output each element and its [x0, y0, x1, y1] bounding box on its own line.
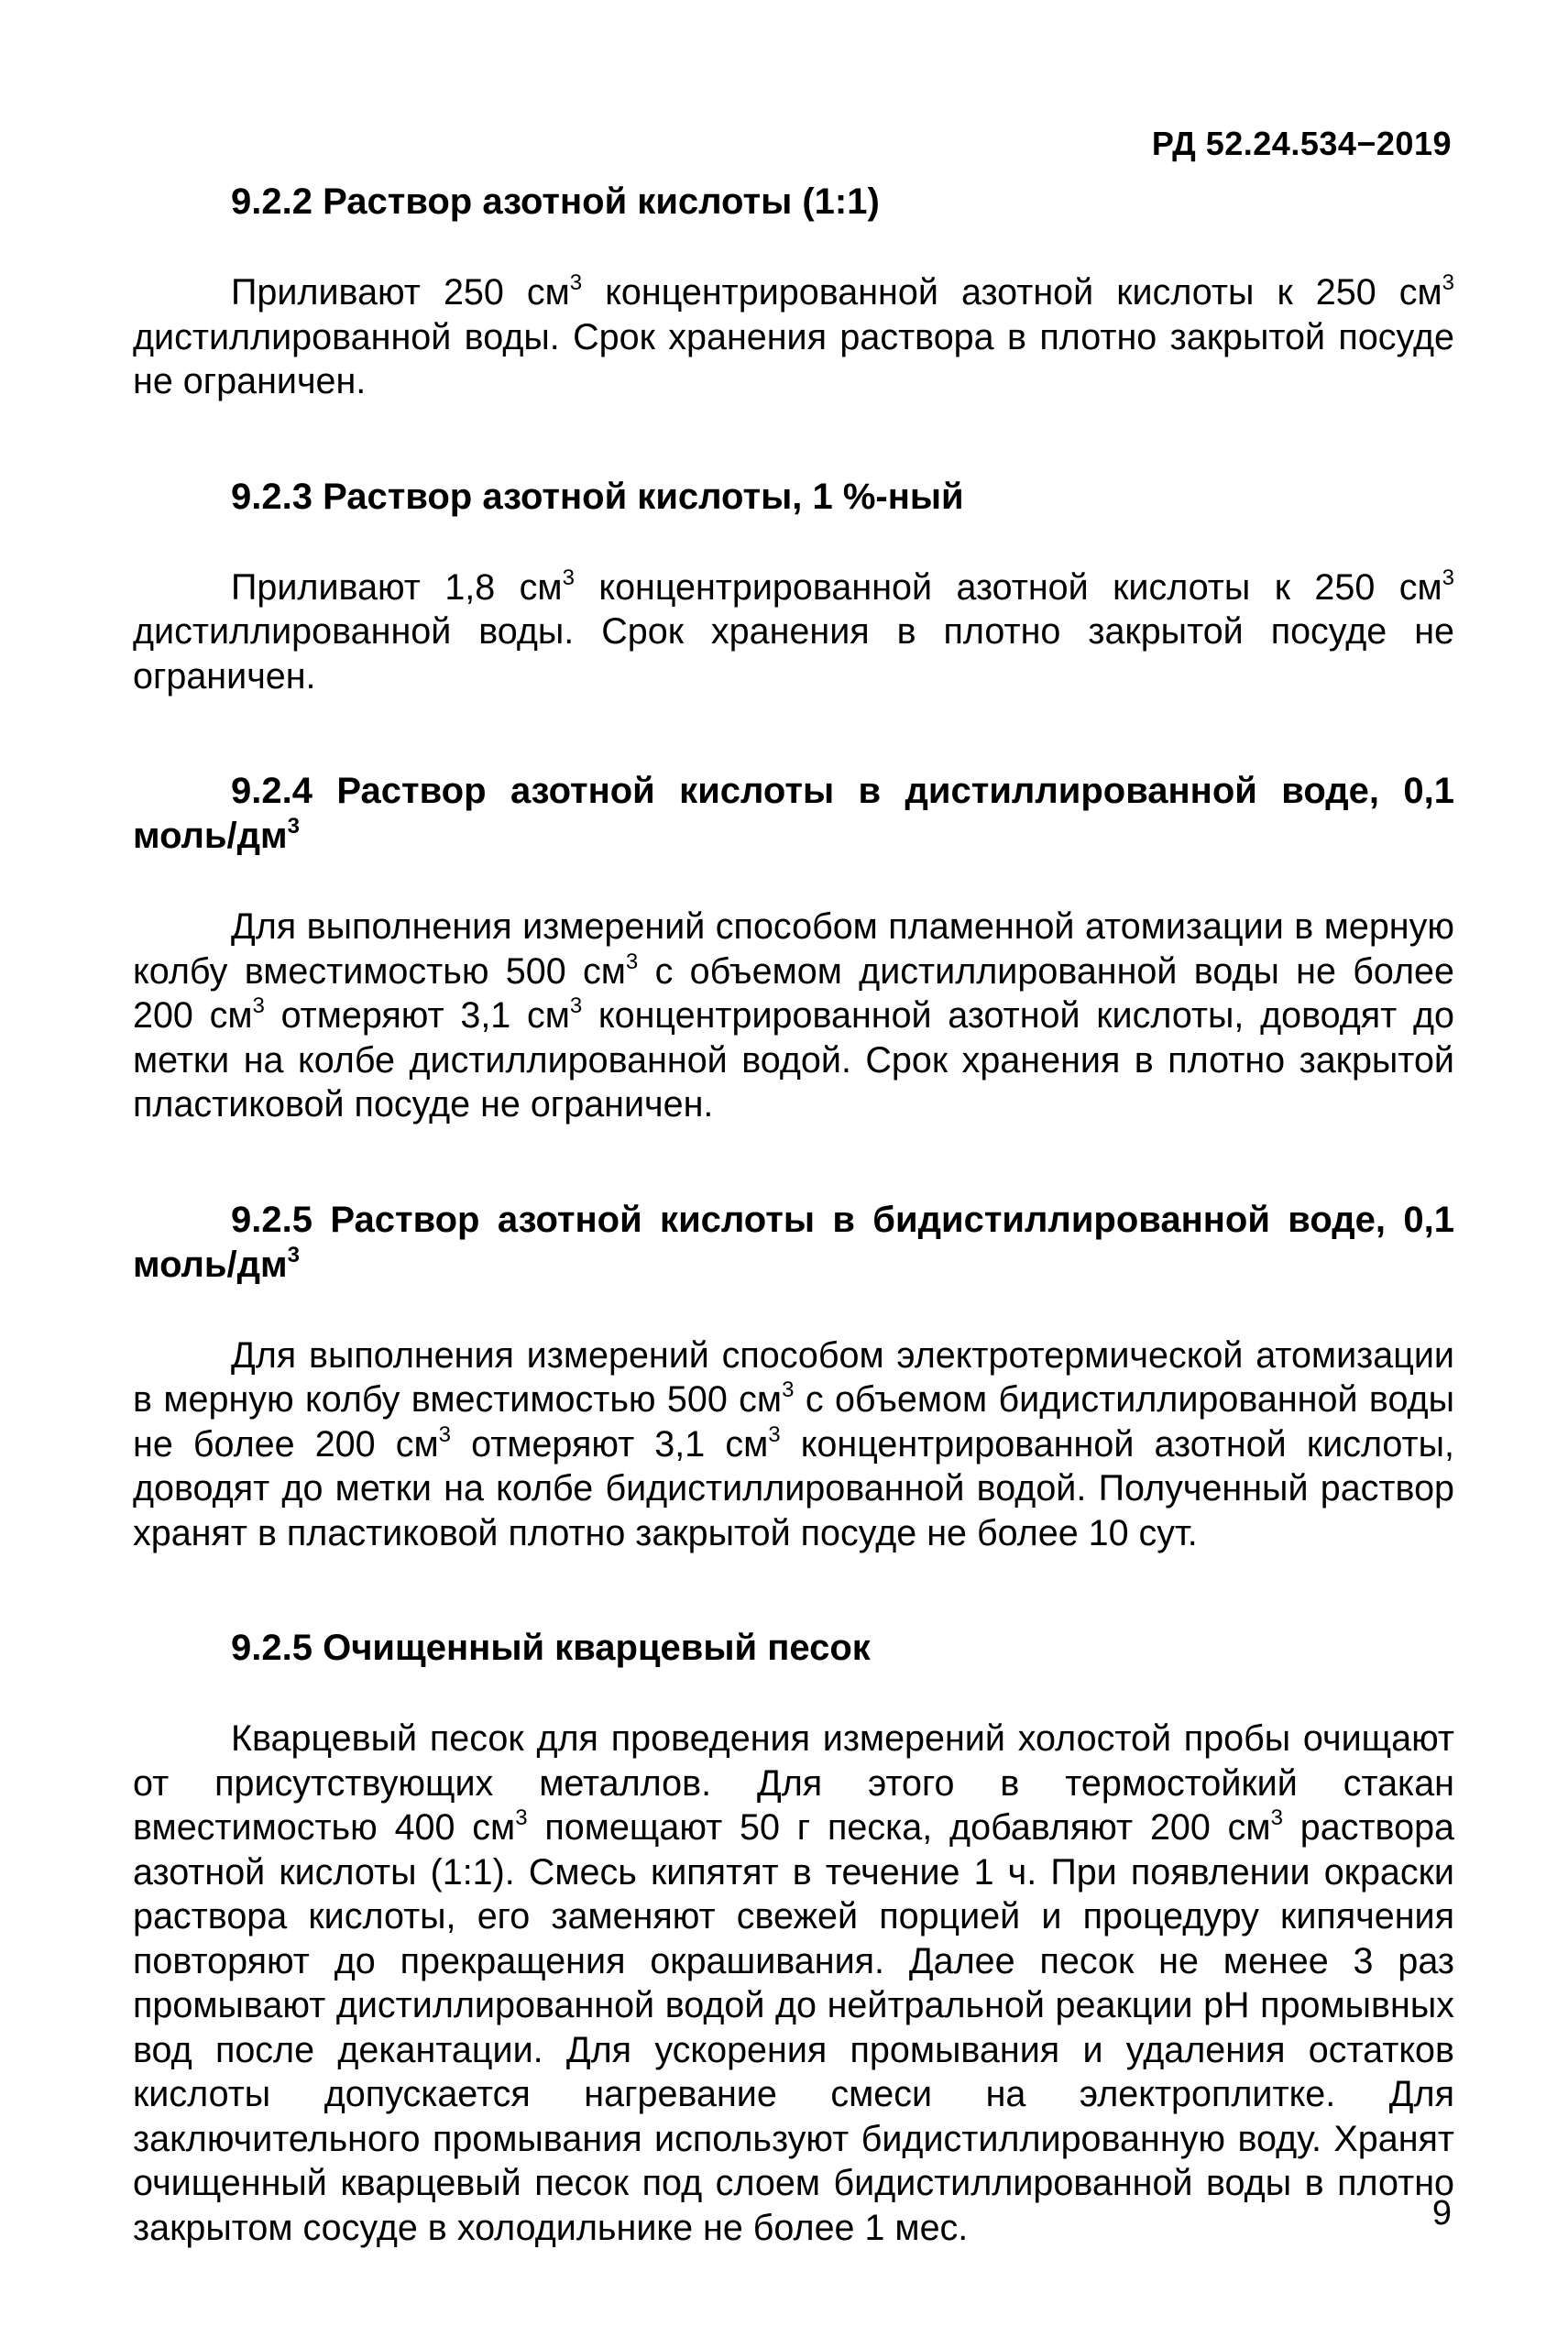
text-fragment: концентрированной азотной кислоты к 250 см — [574, 566, 1442, 608]
text-fragment: Для выполнения измерений способом пламенной атомизации в мерную колбу вместимостью 500 см — [133, 906, 1454, 992]
superscript: 3 — [438, 1421, 451, 1447]
document-code: РД 52.24.534−2019 — [1151, 125, 1452, 162]
section-heading-9-2-5-solution — [133, 1198, 1454, 1288]
section-text-9-2-4 — [133, 905, 1454, 1127]
section-heading-9-2-3: 9.2.3 Раствор азотной кислоты, 1 %-ный — [231, 476, 964, 517]
superscript: 3 — [562, 565, 575, 590]
text-fragment: Кварцевый песок для проведения измерений холостой пробы очищают от присутствующих металлов. Для этого в термостойкий стакан вместимостью 400 см — [133, 1718, 1454, 1848]
superscript: 3 — [782, 1377, 795, 1402]
document-content — [133, 180, 1454, 2250]
superscript: 3 — [1270, 1805, 1283, 1830]
section-text-9-2-5-sand — [133, 1717, 1454, 2250]
section-text-9-2-3 — [133, 565, 1454, 699]
superscript: 3 — [1442, 270, 1454, 295]
superscript: 3 — [252, 993, 265, 1018]
section-heading-9-2-2: 9.2.2 Раствор азотной кислоты (1:1) — [231, 181, 880, 222]
text-fragment: концентрированной азотной кислоты к 250 см — [582, 272, 1442, 313]
superscript: 3 — [625, 949, 639, 974]
text-fragment: дистиллированной воды. Срок хранения раствора в плотно закрытой посуде не ограничен. — [133, 316, 1454, 401]
page-number: 9 — [1431, 2194, 1452, 2233]
heading-text: 9.2.5 Раствор азотной кислоты в бидистиллированной воде, 0,1 моль/дм — [133, 1199, 1454, 1285]
text-fragment: Приливают 250 см — [231, 272, 570, 313]
text-fragment: концентрированной азотной кислоты, доводят до метки на колбе бидистиллированной водой. Полученный раствор хранят в пластиковой плотно закрытой посуде не более 10 сут. — [133, 1423, 1454, 1553]
superscript: 3 — [569, 993, 583, 1018]
text-fragment: отмеряют 3,1 см — [451, 1423, 769, 1465]
section-heading-9-2-4 — [133, 769, 1454, 859]
superscript: 3 — [569, 270, 583, 295]
superscript: 3 — [287, 814, 300, 839]
superscript: 3 — [1442, 565, 1454, 590]
text-fragment: с объемом бидистиллированной воды не более 200 см — [133, 1379, 1454, 1465]
text-fragment: отмеряют 3,1 см — [264, 995, 570, 1036]
superscript: 3 — [515, 1805, 528, 1830]
text-fragment: дистиллированной воды. Срок хранения в плотно закрытой посуде не ограничен. — [133, 611, 1454, 697]
text-fragment: концентрированной азотной кислоты, доводят до метки на колбе дистиллированной водой. Срок хранения в плотно закрытой пластиковой посуде не ограничен. — [133, 995, 1454, 1125]
text-fragment: раствора азотной кислоты (1:1). Смесь кипятят в течение 1 ч. При появлении окраски раствора кислоты, его заменяют свежей порцией и процедуру кипячения повторяют до прекращения окрашивания. Далее песок не менее 3 раз промывают дистиллированной водой до нейтральной реакции pH промывных вод после декантации. Для ускорения промывания и удаления остатков кислоты допускается нагревание смеси на электроплитке. Для заключительного промывания используют бидистиллированную воду. Хранят очищенный кварцевый песок под слоем бидистиллированной воды в плотно закрытом сосуде в холодильнике не более 1 мес. — [133, 1807, 1455, 2248]
text-fragment: Приливают 1,8 см — [231, 566, 563, 608]
heading-text: 9.2.4 Раствор азотной кислоты в дистиллированной воде, 0,1 моль/дм — [133, 771, 1454, 856]
text-fragment: Для выполнения измерений способом электротермической атомизации в мерную колбу вместимостью 500 см — [133, 1334, 1454, 1420]
superscript: 3 — [768, 1421, 781, 1447]
section-text-9-2-5-solution — [133, 1333, 1454, 1556]
section-heading-9-2-5-sand: 9.2.5 Очищенный кварцевый песок — [231, 1628, 871, 1668]
text-fragment: помещают 50 г песка, добавляют 200 см — [527, 1807, 1271, 1848]
section-text-9-2-2 — [133, 270, 1454, 404]
superscript: 3 — [287, 1242, 300, 1267]
text-fragment: с объемом дистиллированной воды не более 200 см — [133, 950, 1454, 1036]
